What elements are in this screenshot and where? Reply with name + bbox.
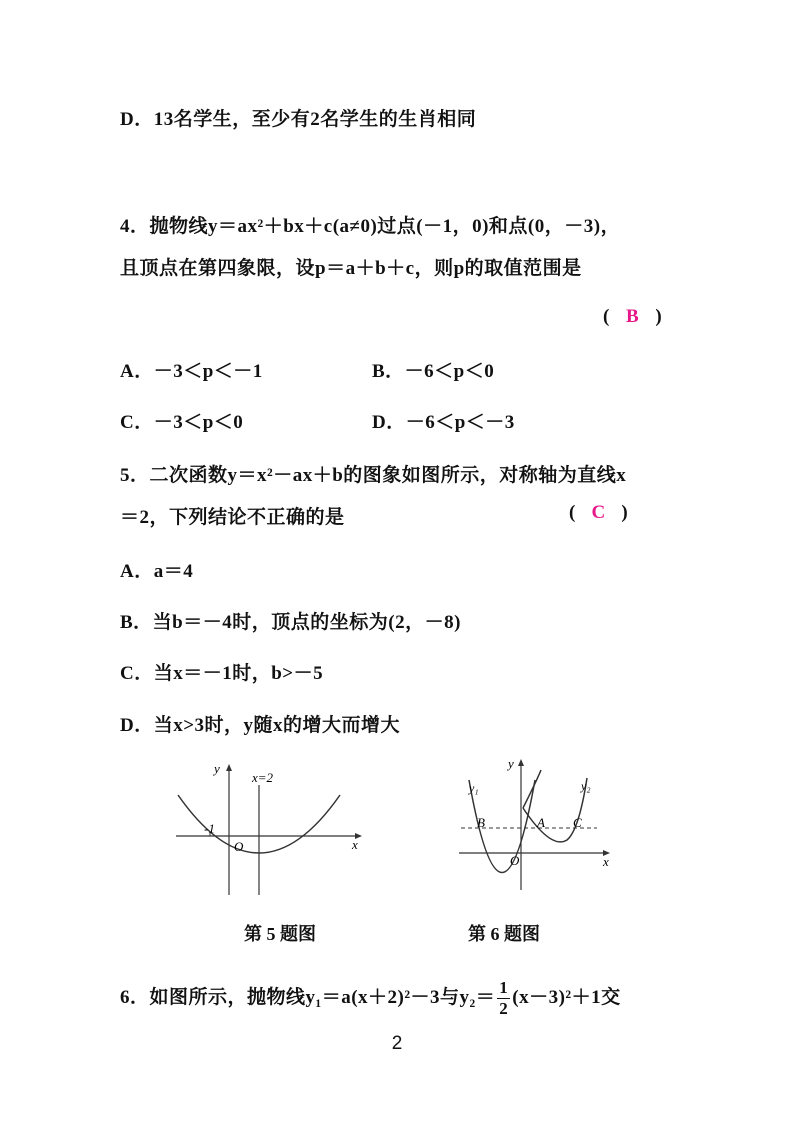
fig6-label-origin: O [510, 853, 520, 868]
q5-option-a: A．a＝4 [120, 561, 194, 582]
q4-option-a: A．－3＜p＜－1 [120, 361, 263, 382]
q6-stem-part-a: 6．如图所示，抛物线y₁＝a(x＋2)²－3与y₂＝ [120, 986, 496, 1008]
fig6-label-a: A [537, 815, 545, 830]
q5-answer-bracket [569, 502, 628, 524]
fig6-caption: 第 6 题图 [468, 924, 540, 944]
q6-fraction [497, 978, 510, 1019]
q6-fraction-denominator: 2 [499, 999, 509, 1018]
q6-stem-part-b: (x－3)²＋1交 [512, 986, 621, 1008]
q4-option-b: B．－6＜p＜0 [372, 361, 495, 382]
fig6-y-arrow [518, 759, 524, 766]
q3-option-d: D．13名学生，至少有2名学生的生肖相同 [120, 109, 477, 130]
q5-answer: C [591, 502, 606, 523]
fig6-parabola-y2-left [523, 770, 541, 808]
figure-6 [455, 750, 615, 895]
fig6-label-y: y [508, 756, 514, 771]
fig6-label-y2: y₂ [581, 779, 591, 793]
q5-option-d: D．当x>3时，y随x的增大而增大 [120, 715, 401, 736]
fig5-label-origin: O [234, 839, 244, 854]
q4-answer-bracket [603, 306, 662, 328]
figure-5 [170, 755, 370, 903]
fig6-label-b: B [477, 815, 485, 830]
q4-paren-open: ( [603, 306, 610, 327]
fig5-label-x: x [352, 837, 358, 852]
q4-answer: B [625, 306, 639, 327]
q4-paren-close: ) [655, 306, 662, 327]
q5-stem-line2: ＝2，下列结论不正确的是 [120, 507, 345, 528]
q5-option-b: B．当b＝－4时，顶点的坐标为(2，－8) [120, 612, 461, 633]
q5-option-c: C．当x＝－1时，b>－5 [120, 663, 324, 684]
q4-stem-line1: 4．抛物线y＝ax²＋bx＋c(a≠0)过点(－1，0)和点(0，－3)， [120, 216, 621, 237]
q6-stem [120, 978, 621, 1019]
q5-stem-line1: 5．二次函数y＝x²－ax＋b的图象如图所示，对称轴为直线x [120, 465, 627, 486]
q5-paren-open: ( [569, 502, 576, 523]
fig5-label-axis-eq: x=2 [252, 770, 274, 785]
fig5-y-arrow [226, 764, 232, 771]
q6-fraction-numerator: 1 [499, 978, 509, 997]
q5-paren-close: ) [621, 502, 628, 523]
fig5-label-y: y [214, 761, 220, 776]
fig6-label-y1: y₁ [469, 781, 479, 795]
q4-stem-line2: 且顶点在第四象限，设p＝a＋b＋c，则p的取值范围是 [120, 258, 582, 279]
q4-option-d: D．－6＜p＜－3 [372, 412, 515, 433]
q4-option-c: C．－3＜p＜0 [120, 412, 244, 433]
fig6-label-x: x [603, 854, 609, 869]
fig6-label-c: C [573, 815, 582, 830]
page-number: 2 [391, 1033, 403, 1054]
fig5-label-neg1: -1 [204, 821, 215, 836]
fig5-caption: 第 5 题图 [244, 924, 316, 944]
